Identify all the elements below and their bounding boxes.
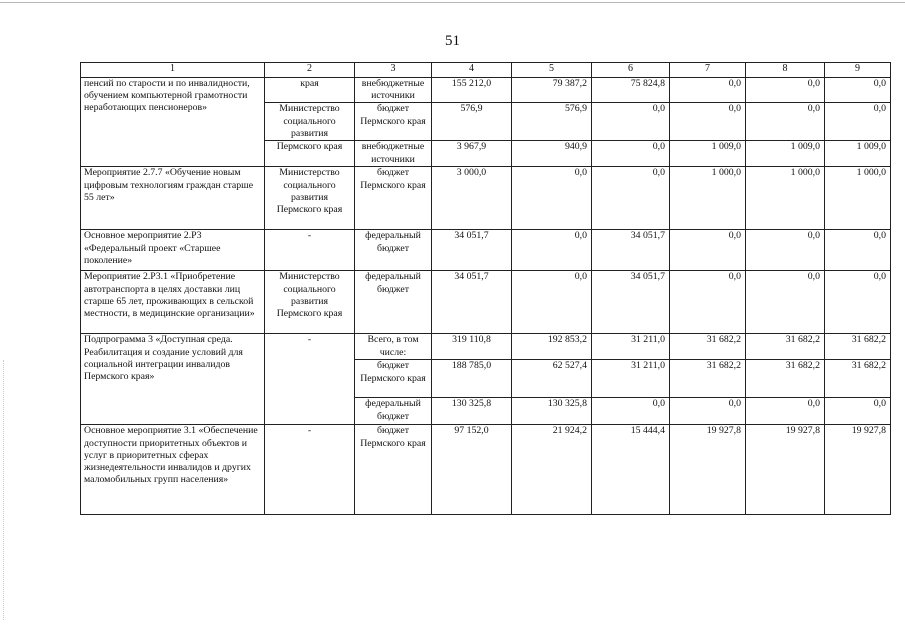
activity-name: Основное мероприятие 3.1 «Обеспечение доступности приоритетных объектов и услуг в приоритетных сферах жизнедеятельности инвалидов и других маломобильных групп населения» bbox=[81, 425, 265, 515]
funding-source-cell: внебюджетные источники bbox=[355, 141, 432, 167]
scan-edge-mark bbox=[3, 360, 5, 620]
amount-cell: 0,0 bbox=[746, 103, 825, 141]
amount-cell: 0,0 bbox=[746, 398, 825, 425]
funding-source-cell: федеральный бюджет bbox=[355, 271, 432, 334]
amount-cell: 0,0 bbox=[825, 271, 891, 334]
amount-cell: 34 051,7 bbox=[592, 230, 670, 271]
amount-cell: 0,0 bbox=[746, 230, 825, 271]
amount-cell: 34 051,7 bbox=[432, 271, 512, 334]
amount-cell: 31 682,2 bbox=[746, 334, 825, 360]
funding-source-cell: бюджет Пермского края bbox=[355, 103, 432, 141]
budget-table bbox=[80, 62, 891, 515]
amount-cell: 0,0 bbox=[512, 230, 592, 271]
executor-cell: Министерство социального развития Пермского края bbox=[265, 167, 355, 230]
amount-cell: 576,9 bbox=[512, 103, 592, 141]
amount-cell: 0,0 bbox=[670, 103, 746, 141]
executor-cell: - bbox=[265, 230, 355, 271]
amount-cell: 155 212,0 bbox=[432, 78, 512, 103]
amount-cell: 1 009,0 bbox=[670, 141, 746, 167]
amount-cell: 0,0 bbox=[512, 167, 592, 230]
amount-cell: 0,0 bbox=[746, 78, 825, 103]
amount-cell: 31 682,2 bbox=[825, 334, 891, 360]
amount-cell: 0,0 bbox=[825, 230, 891, 271]
amount-cell: 34 051,7 bbox=[432, 230, 512, 271]
amount-cell: 0,0 bbox=[670, 230, 746, 271]
amount-cell: 0,0 bbox=[825, 103, 891, 141]
column-header: 4 bbox=[432, 63, 512, 78]
amount-cell: 1 009,0 bbox=[746, 141, 825, 167]
executor-cell: Пермского края bbox=[265, 141, 355, 167]
amount-cell: 130 325,8 bbox=[512, 398, 592, 425]
activity-name: Мероприятие 2.Р3.1 «Приобретение автотранспорта в целях доставки лиц старше 65 лет, проживающих в сельской местности, в медицинские организации» bbox=[81, 271, 265, 334]
activity-name: Основное мероприятие 2.Р3 «Федеральный проект «Старшее поколение» bbox=[81, 230, 265, 271]
amount-cell: 1 000,0 bbox=[746, 167, 825, 230]
amount-cell: 0,0 bbox=[825, 78, 891, 103]
header-row bbox=[81, 63, 891, 78]
amount-cell: 31 682,2 bbox=[825, 360, 891, 398]
column-header: 1 bbox=[81, 63, 265, 78]
table-row bbox=[81, 230, 891, 271]
executor-cell: - bbox=[265, 425, 355, 515]
amount-cell: 31 682,2 bbox=[670, 360, 746, 398]
table-row bbox=[81, 167, 891, 230]
amount-cell: 319 110,8 bbox=[432, 334, 512, 360]
amount-cell: 0,0 bbox=[670, 271, 746, 334]
activity-name: Подпрограмма 3 «Доступная среда. Реабилитация и создание условий для социальной интеграции инвалидов Пермского края» bbox=[81, 334, 265, 425]
amount-cell: 15 444,4 bbox=[592, 425, 670, 515]
amount-cell: 31 211,0 bbox=[592, 360, 670, 398]
table-row bbox=[81, 78, 891, 103]
amount-cell: 1 000,0 bbox=[825, 167, 891, 230]
amount-cell: 3 967,9 bbox=[432, 141, 512, 167]
funding-source-cell: бюджет Пермского края bbox=[355, 360, 432, 398]
amount-cell: 19 927,8 bbox=[670, 425, 746, 515]
table-row bbox=[81, 271, 891, 334]
column-header: 6 bbox=[592, 63, 670, 78]
amount-cell: 62 527,4 bbox=[512, 360, 592, 398]
page-number: 51 bbox=[445, 33, 460, 49]
executor-cell: края bbox=[265, 78, 355, 103]
amount-cell: 0,0 bbox=[592, 398, 670, 425]
amount-cell: 1 009,0 bbox=[825, 141, 891, 167]
amount-cell: 940,9 bbox=[512, 141, 592, 167]
page-top-edge bbox=[0, 2, 905, 3]
executor-cell: - bbox=[265, 334, 355, 425]
amount-cell: 188 785,0 bbox=[432, 360, 512, 398]
amount-cell: 1 000,0 bbox=[670, 167, 746, 230]
column-header: 7 bbox=[670, 63, 746, 78]
table-row bbox=[81, 425, 891, 515]
column-header: 9 bbox=[825, 63, 891, 78]
activity-name: пенсий по старости и по инвалидности, обучением компьютерной грамотности неработающих пенсионеров» bbox=[81, 78, 265, 167]
amount-cell: 0,0 bbox=[592, 141, 670, 167]
table-row bbox=[81, 334, 891, 360]
amount-cell: 0,0 bbox=[825, 398, 891, 425]
column-header: 2 bbox=[265, 63, 355, 78]
amount-cell: 31 682,2 bbox=[670, 334, 746, 360]
amount-cell: 21 924,2 bbox=[512, 425, 592, 515]
amount-cell: 576,9 bbox=[432, 103, 512, 141]
amount-cell: 79 387,2 bbox=[512, 78, 592, 103]
amount-cell: 130 325,8 bbox=[432, 398, 512, 425]
amount-cell: 34 051,7 bbox=[592, 271, 670, 334]
amount-cell: 19 927,8 bbox=[746, 425, 825, 515]
funding-source-cell: федеральный бюджет bbox=[355, 398, 432, 425]
amount-cell: 192 853,2 bbox=[512, 334, 592, 360]
amount-cell: 97 152,0 bbox=[432, 425, 512, 515]
funding-source-cell: федеральный бюджет bbox=[355, 230, 432, 271]
amount-cell: 31 211,0 bbox=[592, 334, 670, 360]
amount-cell: 3 000,0 bbox=[432, 167, 512, 230]
funding-source-cell: бюджет Пермского края bbox=[355, 167, 432, 230]
column-header: 8 bbox=[746, 63, 825, 78]
executor-cell: Министерство социального развития Пермского края bbox=[265, 271, 355, 334]
amount-cell: 0,0 bbox=[592, 103, 670, 141]
column-header: 5 bbox=[512, 63, 592, 78]
amount-cell: 19 927,8 bbox=[825, 425, 891, 515]
amount-cell: 0,0 bbox=[670, 398, 746, 425]
amount-cell: 0,0 bbox=[592, 167, 670, 230]
funding-source-cell: внебюджетные источники bbox=[355, 78, 432, 103]
activity-name: Мероприятие 2.7.7 «Обучение новым цифровым технологиям граждан старше 55 лет» bbox=[81, 167, 265, 230]
funding-source-cell: бюджет Пермского края bbox=[355, 425, 432, 515]
amount-cell: 31 682,2 bbox=[746, 360, 825, 398]
amount-cell: 0,0 bbox=[670, 78, 746, 103]
column-header: 3 bbox=[355, 63, 432, 78]
executor-cell: Министерство социального развития bbox=[265, 103, 355, 141]
amount-cell: 0,0 bbox=[512, 271, 592, 334]
funding-source-cell: Всего, в том числе: bbox=[355, 334, 432, 360]
amount-cell: 0,0 bbox=[746, 271, 825, 334]
amount-cell: 75 824,8 bbox=[592, 78, 670, 103]
